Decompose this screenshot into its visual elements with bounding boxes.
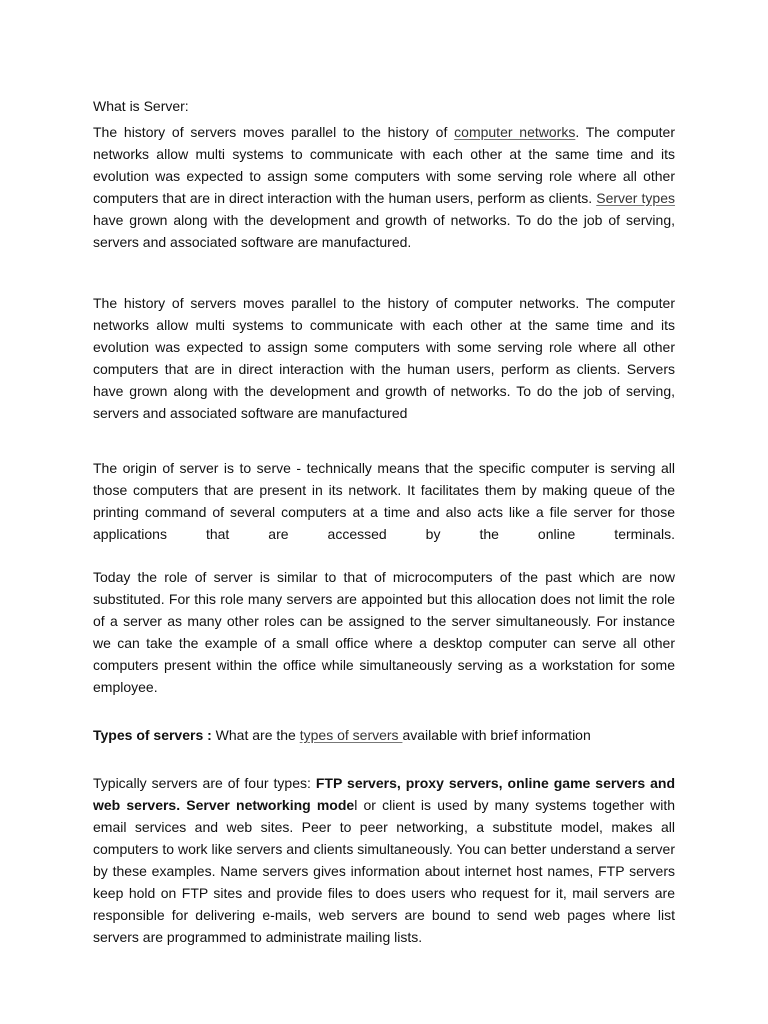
paragraph-history-2: The history of servers moves parallel to the history of computer networks. The computer networks allow multi systems to communicate with each other at the same time and its evolution was expected to assign some computers with some serving role where all other computers that are in direct interaction with the human users, perform as clients. Servers have grown along with the development and growth of networks. To do the job of serving, servers and associated software are manufactured: [93, 295, 675, 421]
paragraph-role: Today the role of server is similar to that of microcomputers of the past which are now substituted. For this role many servers are appointed but this allocation does not limit the role of a server as many other roles can be assigned to the server simultaneously. For instance we can take the example of a small office where a desktop computer can serve all other computers present within the office while simultaneously serving as a workstation for some employee.: [93, 569, 675, 695]
p6-text-1: Typically servers are of four types:: [93, 775, 316, 791]
p1-text-1: The history of servers moves parallel to the history of: [93, 124, 455, 140]
types-of-servers-link[interactable]: types of servers: [299, 727, 403, 743]
p6-text-2: l or client is used by many systems together with email services and web sites. Peer to peer networking, a substitute model, makes all computers to work like servers and clients simultaneously. You can better understand a server by these examples. Name servers gives information about internet host names, FTP servers keep hold on FTP sites and provide files to does users who request for it, mail servers are responsible for delivering e-mails, web servers are bound to send web pages where list servers are programmed to administrate mailing lists.: [93, 797, 676, 945]
p1-text-2: . The computer networks allow multi systems to communicate with each other at the same time and its evolution was expected to assign some computers with some serving role where all other computers that are in direct interaction with the human users, perform as clients.: [93, 124, 676, 206]
paragraph-origin: The origin of server is to serve - technically means that the specific computer is serving all those computers that are present in its network. It facilitates them by making queue of the printing command of several computers at a time and also acts like a file server for those applications that are accessed by the online terminals.: [93, 460, 675, 542]
types-text-2: available with brief information: [402, 727, 591, 743]
p1-text-3: have grown along with the development and growth of networks. To do the job of serving, servers and associated software are manufactured.: [93, 212, 675, 250]
computer-networks-link[interactable]: computer networks: [454, 124, 576, 140]
page-title: What is Server:: [93, 98, 189, 114]
types-text-1: What are the: [211, 727, 300, 743]
server-types-link[interactable]: Server types: [596, 190, 675, 206]
paragraph-four-types: [93, 772, 675, 948]
p6-bold: FTP servers, proxy servers, online game servers and web servers. Server networking mode: [93, 775, 675, 813]
paragraph-history-1: [93, 121, 675, 253]
types-label: Types of servers :: [93, 727, 212, 743]
types-of-servers-line: [93, 724, 675, 746]
